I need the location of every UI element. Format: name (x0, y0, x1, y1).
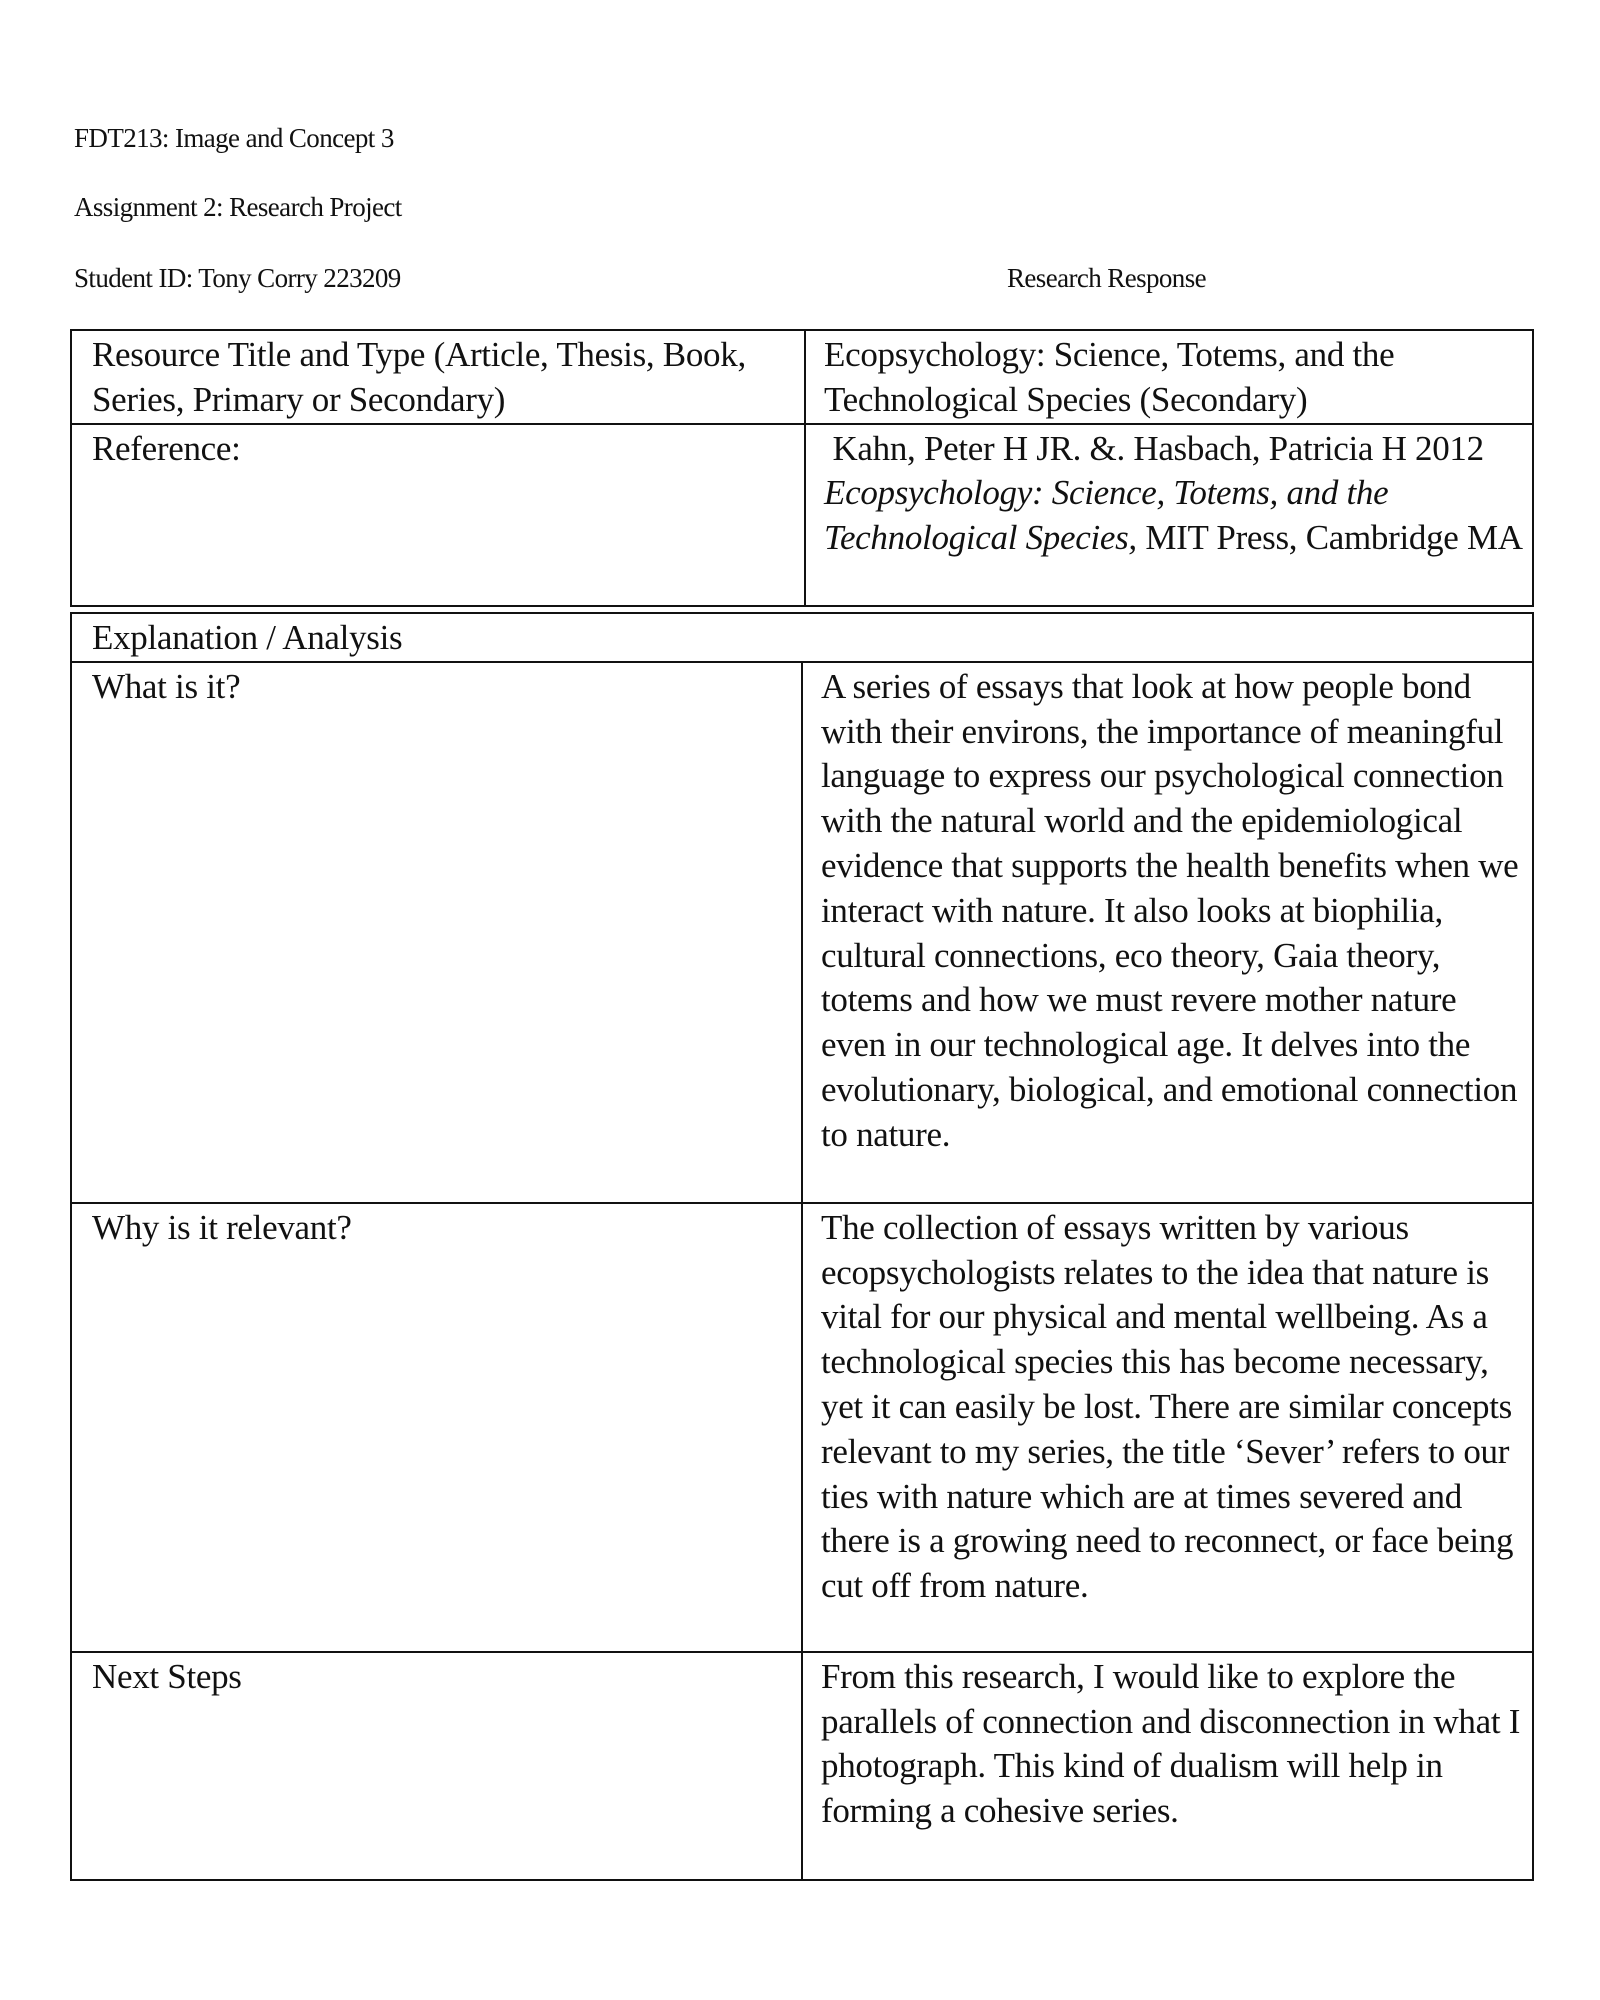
table-row (71, 1652, 1533, 1880)
resource-title-row (71, 330, 1533, 424)
reference-row (71, 424, 1533, 606)
row-label-why: Why is it relevant? (71, 1203, 802, 1652)
reference-authors: Kahn, Peter H JR. &. Hasbach, Patricia H 2012 (824, 428, 1484, 468)
resource-title-value: Ecopsychology: Science, Totems, and the Technological Species (Secondary) (805, 330, 1533, 424)
reference-label: Reference: (71, 424, 805, 606)
row-value-what: A series of essays that look at how people bond with their environs, the importance of meaningful language to express our psychological connection with the natural world and the epidemiological evidence that supports the health benefits when we interact with nature. It also looks at biophilia, cultural connections, eco theory, Gaia theory, totems and how we must revere mother nature even in our technological age. It delves into the evolutionary, biological, and emotional connection to nature. (802, 662, 1533, 1203)
analysis-header: Explanation / Analysis (71, 613, 1533, 662)
row-label-what: What is it? (71, 662, 802, 1203)
analysis-table (70, 612, 1534, 1881)
reference-value (805, 424, 1533, 606)
reference-publisher: MIT Press, Cambridge MA (1136, 518, 1523, 558)
reference-book-title: Ecopsychology: Science, Totems, and the Technological Species, (824, 473, 1389, 558)
assignment-title: Assignment 2: Research Project (74, 192, 402, 222)
row-label-next: Next Steps (71, 1652, 802, 1880)
table-row (71, 662, 1533, 1203)
analysis-header-row (71, 613, 1533, 662)
resource-title-label: Resource Title and Type (Article, Thesis, Book, Series, Primary or Secondary) (71, 330, 805, 424)
row-value-next: From this research, I would like to explore the parallels of connection and disconnection in what I photograph. This kind of dualism will help in forming a cohesive series. (802, 1652, 1533, 1880)
row-value-why: The collection of essays written by various ecopsychologists relates to the idea that nature is vital for our physical and mental wellbeing. As a technological species this has become necessary, yet it can easily be lost. There are similar concepts relevant to my series, the title ‘Sever’ refers to our ties with nature which are at times severed and there is a growing need to reconnect, or face being cut off from nature. (802, 1203, 1533, 1652)
document-type: Research Response (1007, 263, 1206, 293)
table-row (71, 1203, 1533, 1652)
course-title: FDT213: Image and Concept 3 (74, 123, 394, 153)
student-id: Student ID: Tony Corry 223209 (74, 263, 401, 293)
resource-table (70, 329, 1534, 607)
